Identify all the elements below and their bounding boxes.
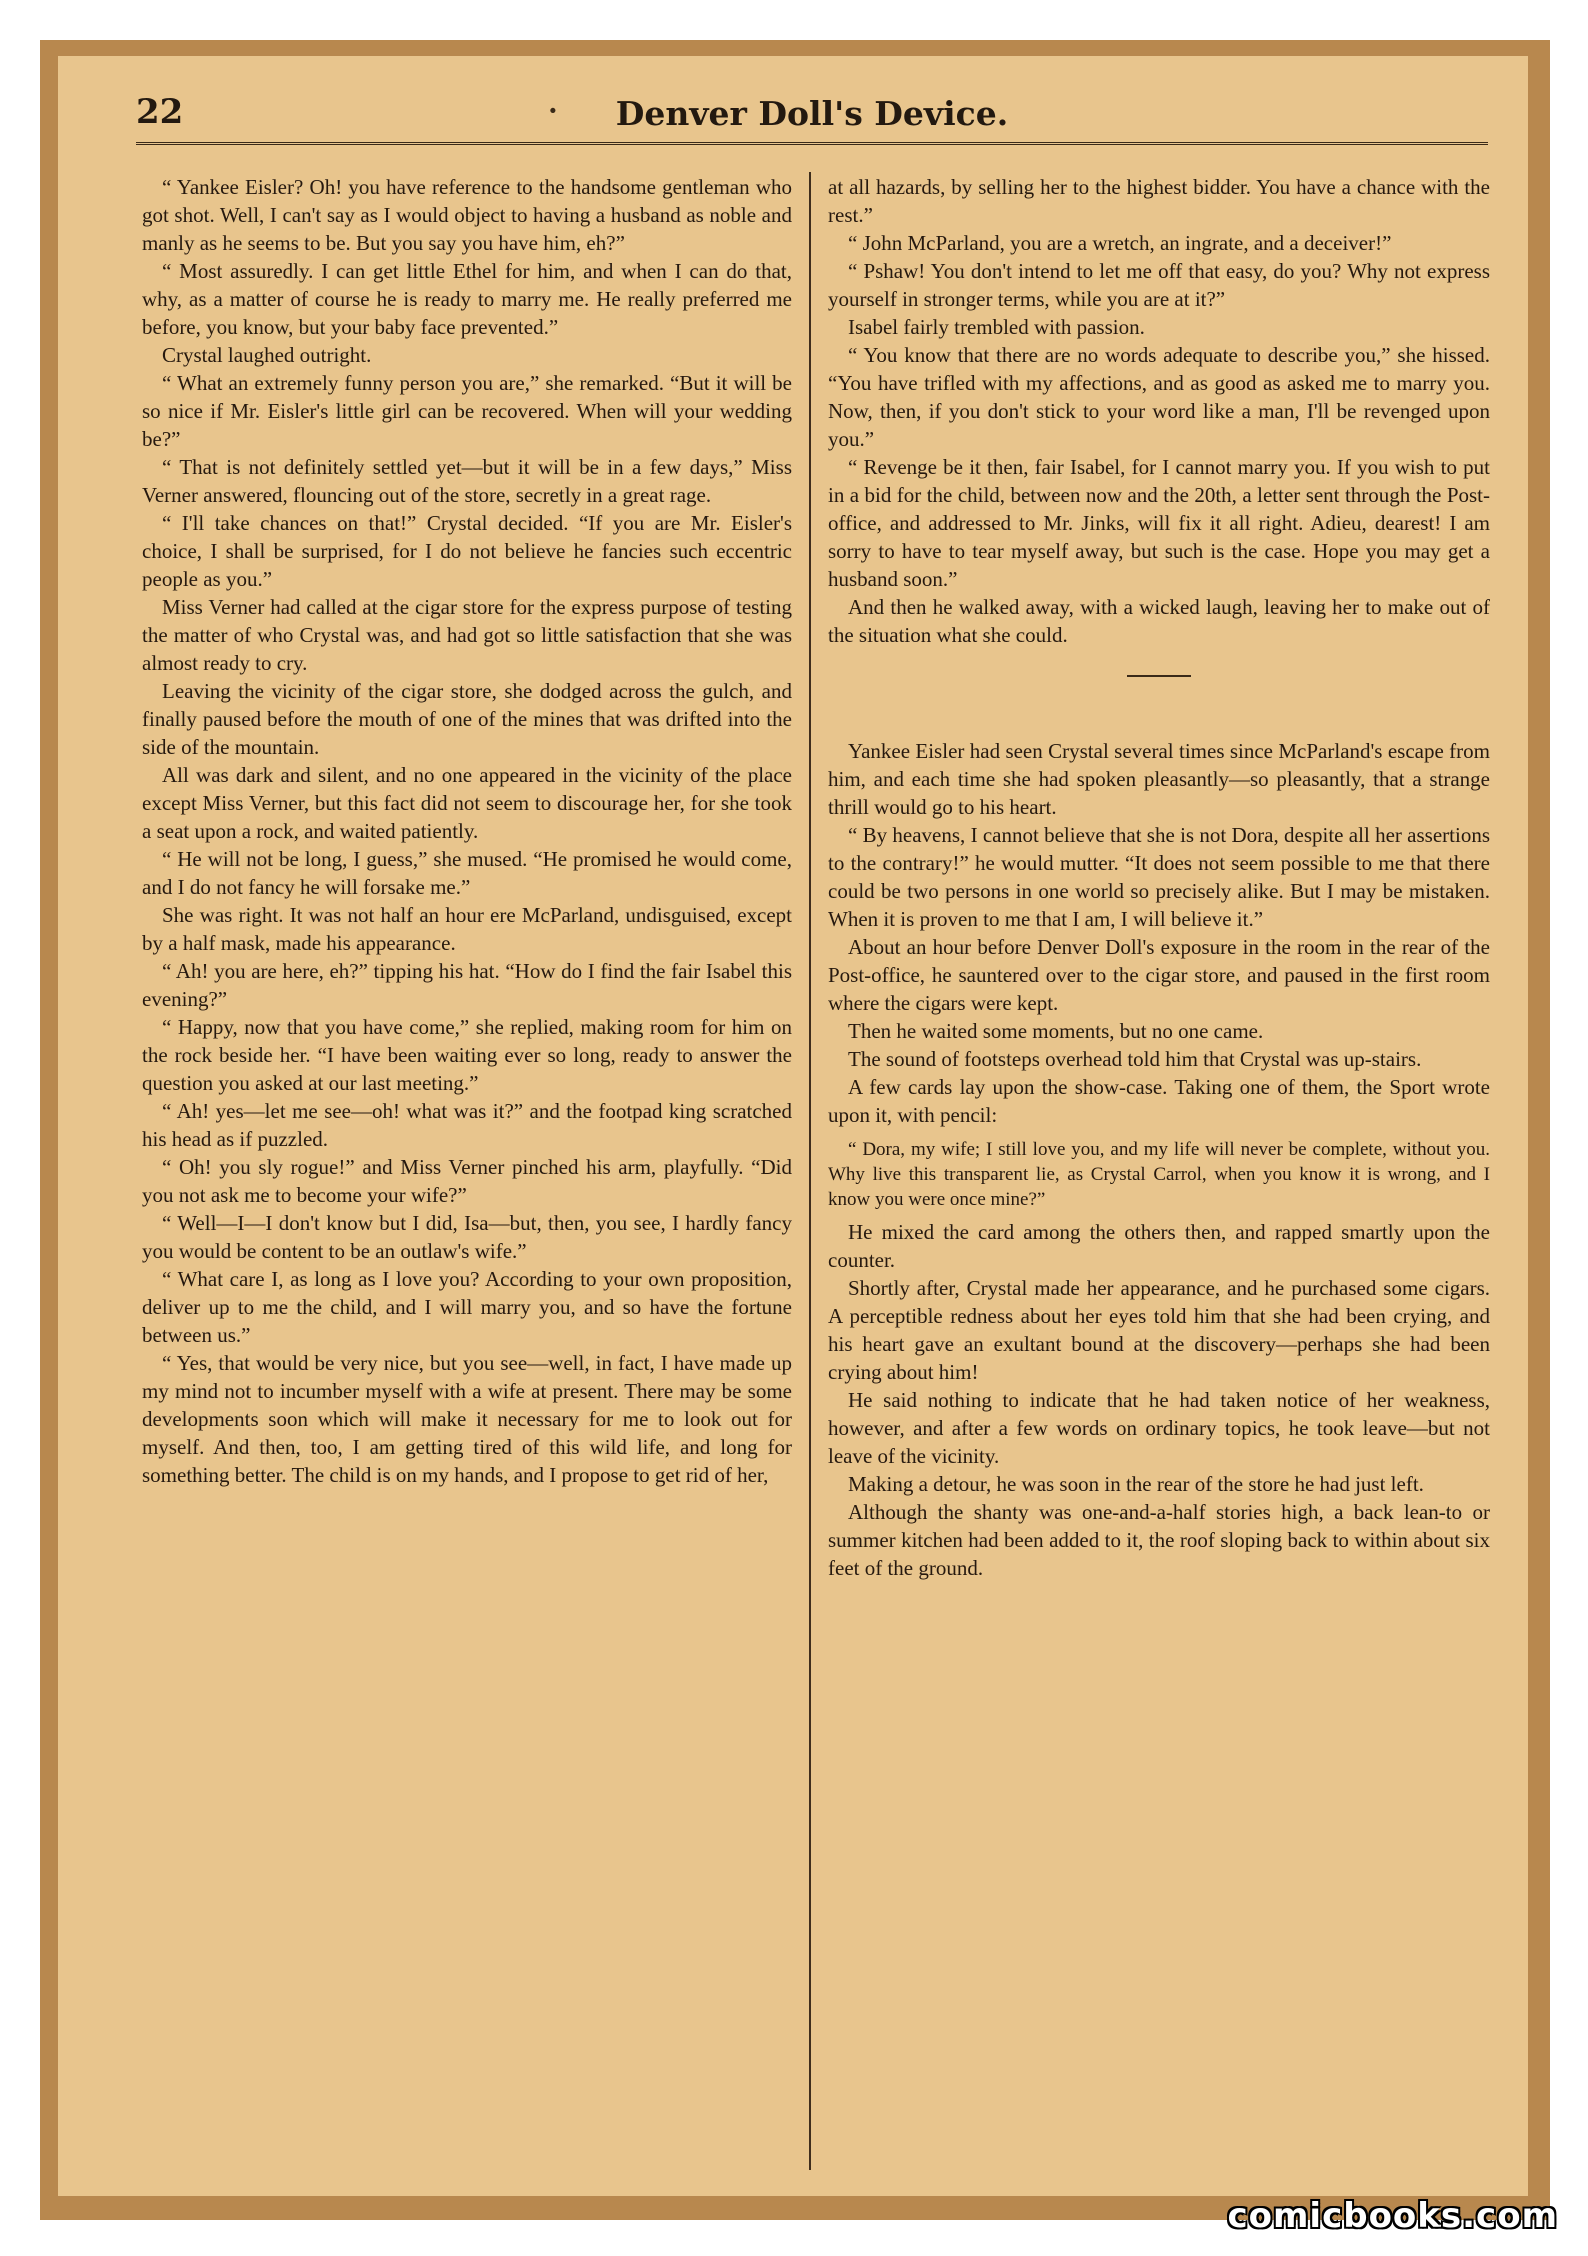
paragraph: Yankee Eisler had seen Crystal several times since McParland's escape from him, and each time she had spoken pleasantly—so pleasantly, that a strange thrill would go to his heart. bbox=[828, 739, 1490, 819]
page-number: 22 bbox=[136, 92, 184, 132]
paragraph: “ He will not be long, I guess,” she mused. “He promised he would come, and I do not fancy he will forsake me.” bbox=[142, 847, 792, 899]
paragraph: And then he walked away, with a wicked laugh, leaving her to make out of the situation what she could. bbox=[828, 595, 1490, 647]
paragraph: Making a detour, he was soon in the rear of the store he had just left. bbox=[848, 1472, 1424, 1496]
paragraph: “ I'll take chances on that!” Crystal decided. “If you are Mr. Eisler's choice, I shall be surprised, for I do not believe he fancies such eccentric people as you.” bbox=[142, 511, 792, 591]
column-divider bbox=[809, 172, 811, 2170]
paragraph: He mixed the card among the others then, and rapped smartly upon the counter. bbox=[828, 1220, 1490, 1272]
paragraph: All was dark and silent, and no one appeared in the vicinity of the place except Miss Verner, but this fact did not seem to discourage her, for she took a seat upon a rock, and waited patiently. bbox=[142, 763, 792, 843]
paragraph: “ That is not definitely settled yet—but it will be in a few days,” Miss Verner answered, flouncing out of the store, secretly in a great rage. bbox=[142, 455, 792, 507]
paragraph: About an hour before Denver Doll's exposure in the room in the rear of the Post-office, he sauntered over to the cigar store, and paused in the first room where the cigars were kept. bbox=[828, 935, 1490, 1015]
paragraph: “ By heavens, I cannot believe that she is not Dora, despite all her assertions to the contrary!” he would mutter. “It does not seem possible to me that there could be two persons in one world so precisely alike. But I may be mistaken. When it is proven to me that I am, I will believe it.” bbox=[828, 823, 1490, 931]
paragraph: “ Yes, that would be very nice, but you see—well, in fact, I have made up my mind not to incumber myself with a wife at present. There may be some developments soon which will make it necessary for me to look out for myself. And then, too, I am getting tired of this wild life, and long for something better. The child is on my hands, and I propose to get rid of her, bbox=[142, 1351, 792, 1487]
paragraph: Miss Verner had called at the cigar store for the express purpose of testing the matter of who Crystal was, and had got so little satisfaction that she was almost ready to cry. bbox=[142, 595, 792, 675]
paragraph: “ Well—I—I don't know but I did, Isa—but, then, you see, I hardly fancy you would be content to be an outlaw's wife.” bbox=[142, 1211, 792, 1263]
paragraph: Isabel fairly trembled with passion. bbox=[848, 315, 1145, 339]
paragraph: “ Yankee Eisler? Oh! you have reference to the handsome gentleman who got shot. Well, I can't say as I would object to having a husband as noble and manly as he seems to be. But you say you have him, eh?” bbox=[142, 175, 792, 255]
paragraph: “ You know that there are no words adequate to describe you,” she hissed. “You have trifled with my affections, and as good as asked me to marry you. Now, then, if you don't stick to your word like a man, I'll be revenged upon you.” bbox=[828, 343, 1490, 451]
paragraph: “ Revenge be it then, fair Isabel, for I cannot marry you. If you wish to put in a bid for the child, between now and the 20th, a letter sent through the Post-office, and addressed to Mr. Jinks, will fix it all right. Adieu, dearest! I am sorry to have to tear myself away, but such is the case. Hope you may get a husband soon.” bbox=[828, 455, 1490, 591]
page-header bbox=[136, 92, 1488, 145]
paragraph: “ Ah! yes—let me see—oh! what was it?” and the footpad king scratched his head as if puzzled. bbox=[142, 1099, 792, 1151]
paragraph: Although the shanty was one-and-a-half stories high, a back lean-to or summer kitchen had been added to it, the roof sloping back to within about six feet of the ground. bbox=[828, 1500, 1490, 1580]
header-dot: · bbox=[548, 94, 558, 127]
paragraph: Shortly after, Crystal made her appearance, and he purchased some cigars. A perceptible redness about her eyes told him that she had been crying, and his heart gave an exultant bound at the discovery—perhaps she had been crying about him! bbox=[828, 1276, 1490, 1384]
paragraph: Crystal laughed outright. bbox=[162, 343, 372, 367]
paragraph: She was right. It was not half an hour ere McParland, undisguised, except by a half mask, made his appearance. bbox=[142, 903, 792, 955]
watermark-logo: comicbooks.com bbox=[1227, 2196, 1558, 2236]
paragraph: “ Ah! you are here, eh?” tipping his hat. “How do I find the fair Isabel this evening?” bbox=[142, 959, 792, 1011]
paragraph: “ John McParland, you are a wretch, an ingrate, and a deceiver!” bbox=[848, 231, 1392, 255]
paragraph: The sound of footsteps overhead told him that Crystal was up-stairs. bbox=[848, 1047, 1422, 1071]
card-message: “ Dora, my wife; I still love you, and my life will never be complete, without you. Why live this transparent lie, as Crystal Carrol, when you know it is wrong, and I know you were once mine?” bbox=[828, 1139, 1490, 1210]
paragraph: “ Pshaw! You don't intend to let me off that easy, do you? Why not express yourself in stronger terms, while you are at it?” bbox=[828, 259, 1490, 311]
paragraph: “ Oh! you sly rogue!” and Miss Verner pinched his arm, playfully. “Did you not ask me to become your wife?” bbox=[142, 1155, 792, 1207]
paragraph: “ What care I, as long as I love you? According to your own proposition, deliver up to me the child, and I will marry you, and so have the fortune between us.” bbox=[142, 1267, 792, 1347]
left-column bbox=[142, 173, 792, 2163]
paragraph: Then he waited some moments, but no one came. bbox=[848, 1019, 1264, 1043]
paragraph: at all hazards, by selling her to the highest bidder. You have a chance with the rest.” bbox=[828, 175, 1490, 227]
paragraph: “ Happy, now that you have come,” she replied, making room for him on the rock beside her. “I have been waiting ever so long, ready to answer the question you asked at our last meeting.” bbox=[142, 1015, 792, 1095]
right-column bbox=[828, 173, 1490, 2163]
paragraph: A few cards lay upon the show-case. Taking one of them, the Sport wrote upon it, with pencil: bbox=[828, 1075, 1490, 1127]
section-separator bbox=[1127, 675, 1191, 677]
page-title: Denver Doll's Device. bbox=[615, 94, 1009, 133]
paragraph: “ Most assuredly. I can get little Ethel for him, and when I can do that, why, as a matter of course he is ready to marry me. He really preferred me before, you know, but your baby face prevented.” bbox=[142, 259, 792, 339]
paragraph: Leaving the vicinity of the cigar store, she dodged across the gulch, and finally paused before the mouth of one of the mines that was drifted into the side of the mountain. bbox=[142, 679, 792, 759]
paragraph: “ What an extremely funny person you are,” she remarked. “But it will be so nice if Mr. Eisler's little girl can be recovered. When will your wedding be?” bbox=[142, 371, 792, 451]
paragraph: He said nothing to indicate that he had taken notice of her weakness, however, and after a few words on ordinary topics, he took leave—but not leave of the vicinity. bbox=[828, 1388, 1490, 1468]
